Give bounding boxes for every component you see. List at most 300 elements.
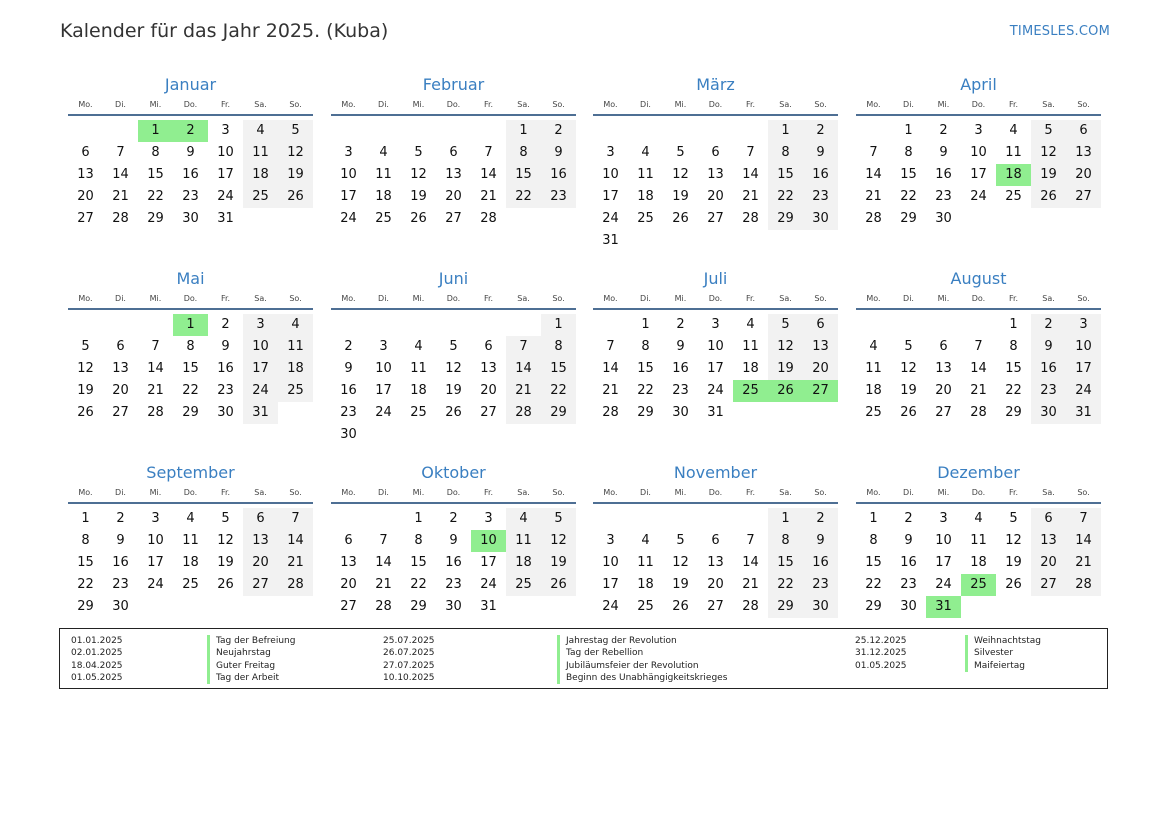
day-cell: 16 — [340, 383, 357, 398]
day-cell: 15 — [506, 164, 541, 186]
week-row — [331, 120, 576, 142]
day-empty — [593, 508, 628, 530]
day-cell: 18 — [637, 189, 654, 204]
month-name: August — [950, 269, 1007, 288]
weekday-label: Fr. — [745, 100, 756, 109]
day-cell: 17 — [935, 555, 952, 570]
legend-date: 01.01.2025 — [71, 636, 123, 646]
week-row — [68, 120, 313, 142]
weekday-header — [331, 486, 576, 500]
day-cell: 4 — [1009, 123, 1018, 138]
day-empty — [733, 508, 768, 530]
day-cell: 27 — [445, 211, 462, 226]
day-empty — [996, 208, 1031, 230]
day-cell: 8 — [81, 533, 90, 548]
weekday-label: Di. — [378, 294, 389, 303]
week-row — [331, 596, 576, 618]
day-cell: 28 — [742, 211, 759, 226]
weekday-label: Di. — [903, 488, 914, 497]
day-cell: 10 — [1066, 336, 1101, 358]
day-empty — [891, 314, 926, 336]
header-rule — [68, 114, 313, 116]
day-cell: 11 — [742, 339, 759, 354]
day-cell: 29 — [900, 211, 917, 226]
day-cell: 10 — [340, 167, 357, 182]
week-row — [68, 142, 313, 164]
day-empty — [926, 314, 961, 336]
day-cell: 7 — [746, 533, 755, 548]
day-cell: 3 — [151, 511, 160, 526]
legend-date-column — [855, 635, 907, 672]
day-cell: 23 — [217, 383, 234, 398]
weekday-label: Fr. — [220, 100, 231, 109]
day-cell: 26 — [410, 211, 427, 226]
day-cell: 5 — [904, 339, 913, 354]
day-cell: 12 — [900, 361, 917, 376]
weekday-label: Do. — [183, 488, 198, 497]
day-cell: 18 — [278, 358, 313, 380]
day-cell: 18 — [865, 383, 882, 398]
day-cell: 18 — [182, 555, 199, 570]
day-cell: 1 — [506, 120, 541, 142]
week-row — [593, 380, 838, 402]
day-cell: 19 — [410, 189, 427, 204]
week-row — [856, 402, 1101, 424]
day-cell: 16 — [1031, 358, 1066, 380]
day-cell: 4 — [278, 314, 313, 336]
day-cell: 2 — [344, 339, 353, 354]
day-cell: 25 — [506, 574, 541, 596]
weekday-label: Do. — [446, 488, 461, 497]
day-cell: 11 — [182, 533, 199, 548]
day-cell: 10 — [935, 533, 952, 548]
legend-holiday-name: Guter Freitag — [207, 660, 295, 672]
day-cell: 28 — [112, 211, 129, 226]
day-cell: 20 — [707, 189, 724, 204]
weekday-label: Di. — [640, 294, 651, 303]
day-cell: 8 — [869, 533, 878, 548]
month-block — [68, 266, 313, 424]
day-cell: 13 — [1066, 142, 1101, 164]
day-cell: 23 — [672, 383, 689, 398]
legend-date-column — [383, 635, 435, 684]
day-cell: 15 — [1005, 361, 1022, 376]
day-empty — [401, 424, 436, 446]
day-cell: 10 — [970, 145, 987, 160]
day-cell: 16 — [112, 555, 129, 570]
day-cell: 27 — [112, 405, 129, 420]
week-row — [68, 508, 313, 530]
header-rule — [68, 502, 313, 504]
weekday-header — [856, 292, 1101, 306]
day-cell: 28 — [506, 402, 541, 424]
day-cell: 3 — [484, 511, 493, 526]
day-cell: 20 — [480, 383, 497, 398]
day-cell: 4 — [746, 317, 755, 332]
header-rule — [856, 114, 1101, 116]
day-cell: 22 — [768, 574, 803, 596]
day-empty — [961, 208, 996, 230]
day-cell: 16 — [217, 361, 234, 376]
day-cell: 28 — [742, 599, 759, 614]
week-row — [331, 574, 576, 596]
day-empty — [208, 596, 243, 618]
weekday-header — [68, 486, 313, 500]
day-cell: 18 — [410, 383, 427, 398]
month-name: November — [673, 463, 758, 482]
day-empty — [331, 120, 366, 142]
legend-date-column — [71, 635, 123, 684]
weekday-label: So. — [1077, 294, 1090, 303]
day-cell: 24 — [243, 380, 278, 402]
legend-holiday-name: Silvester — [965, 647, 1041, 659]
day-empty — [243, 596, 278, 618]
day-cell: 26 — [900, 405, 917, 420]
day-empty — [471, 424, 506, 446]
day-cell: 23 — [182, 189, 199, 204]
day-cell: 8 — [1009, 339, 1018, 354]
day-empty — [593, 120, 628, 142]
day-cell: 31 — [243, 402, 278, 424]
day-cell: 25 — [865, 405, 882, 420]
day-cell: 6 — [711, 533, 720, 548]
day-cell: 21 — [602, 383, 619, 398]
day-cell: 19 — [900, 383, 917, 398]
day-empty — [173, 596, 208, 618]
weekday-label: Fr. — [220, 294, 231, 303]
legend-holiday-name: Tag der Rebellion — [557, 647, 727, 659]
legend-holiday-name: Tag der Arbeit — [207, 672, 295, 684]
day-cell: 19 — [768, 358, 803, 380]
legend-date: 01.05.2025 — [71, 672, 123, 683]
day-cell: 28 — [480, 211, 497, 226]
week-row — [856, 574, 1101, 596]
legend-date: 26.07.2025 — [383, 648, 435, 659]
holiday-day-cell: 10 — [471, 530, 506, 552]
header-rule — [331, 114, 576, 116]
day-cell: 16 — [803, 164, 838, 186]
day-cell: 1 — [904, 123, 913, 138]
weekday-label: So. — [289, 294, 302, 303]
day-cell: 23 — [935, 189, 952, 204]
day-cell: 31 — [480, 599, 497, 614]
weekday-label: So. — [814, 100, 827, 109]
day-cell: 6 — [243, 508, 278, 530]
day-cell: 22 — [506, 186, 541, 208]
day-cell: 27 — [935, 405, 952, 420]
weekday-label: Di. — [115, 100, 126, 109]
day-empty — [996, 596, 1031, 618]
day-empty — [436, 120, 471, 142]
weekday-label: Fr. — [745, 294, 756, 303]
day-empty — [278, 596, 313, 618]
day-cell: 25 — [243, 186, 278, 208]
day-cell: 24 — [375, 405, 392, 420]
day-cell: 3 — [1066, 314, 1101, 336]
day-cell: 8 — [506, 142, 541, 164]
day-cell: 24 — [1066, 380, 1101, 402]
day-cell: 7 — [484, 145, 493, 160]
day-cell: 18 — [243, 164, 278, 186]
day-cell: 5 — [1031, 120, 1066, 142]
day-cell: 30 — [445, 599, 462, 614]
weekday-label: Mi. — [149, 294, 162, 303]
weekday-label: Mo. — [866, 488, 881, 497]
month-block — [331, 72, 576, 230]
day-cell: 17 — [375, 383, 392, 398]
day-empty — [856, 314, 891, 336]
day-cell: 9 — [803, 530, 838, 552]
day-cell: 15 — [410, 555, 427, 570]
header-rule — [856, 502, 1101, 504]
legend-holiday-name: Jubiläumsfeier der Revolution — [557, 660, 727, 672]
day-cell: 12 — [445, 361, 462, 376]
week-row — [331, 530, 576, 552]
weekday-label: Mi. — [674, 100, 687, 109]
day-empty — [663, 120, 698, 142]
day-empty — [331, 508, 366, 530]
month-block — [68, 72, 313, 230]
day-cell: 18 — [506, 552, 541, 574]
day-cell: 14 — [742, 555, 759, 570]
day-cell: 16 — [900, 555, 917, 570]
day-empty — [401, 120, 436, 142]
day-cell: 16 — [672, 361, 689, 376]
weekday-label: Do. — [971, 100, 986, 109]
day-cell: 4 — [641, 533, 650, 548]
day-empty — [243, 208, 278, 230]
day-cell: 4 — [414, 339, 423, 354]
day-cell: 14 — [602, 361, 619, 376]
day-cell: 17 — [217, 167, 234, 182]
day-cell: 27 — [243, 574, 278, 596]
month-name: Juli — [703, 269, 728, 288]
header-rule — [331, 308, 576, 310]
day-cell: 8 — [414, 533, 423, 548]
day-empty — [961, 596, 996, 618]
month-block — [593, 266, 838, 424]
day-cell: 10 — [375, 361, 392, 376]
day-cell: 10 — [602, 555, 619, 570]
day-empty — [331, 314, 366, 336]
week-row — [593, 186, 838, 208]
day-cell: 11 — [637, 555, 654, 570]
day-cell: 30 — [217, 405, 234, 420]
day-cell: 28 — [602, 405, 619, 420]
weekday-header — [331, 292, 576, 306]
legend-name-column — [965, 635, 1041, 672]
weekday-label: So. — [289, 488, 302, 497]
day-cell: 17 — [1066, 358, 1101, 380]
day-cell: 18 — [970, 555, 987, 570]
day-cell: 15 — [147, 167, 164, 182]
day-cell: 6 — [81, 145, 90, 160]
day-cell: 6 — [116, 339, 125, 354]
day-cell: 24 — [480, 577, 497, 592]
week-row — [331, 358, 576, 380]
week-row — [68, 530, 313, 552]
day-empty — [856, 120, 891, 142]
legend-name-column — [557, 635, 727, 684]
week-row — [331, 314, 576, 336]
day-cell: 21 — [375, 577, 392, 592]
weekday-header — [68, 98, 313, 112]
legend-holiday-name: Weihnachtstag — [965, 635, 1041, 647]
day-cell: 27 — [1066, 186, 1101, 208]
week-row — [856, 314, 1101, 336]
day-cell: 5 — [81, 339, 90, 354]
day-cell: 25 — [410, 405, 427, 420]
weekday-label: Do. — [708, 488, 723, 497]
day-cell: 7 — [379, 533, 388, 548]
day-cell: 13 — [707, 555, 724, 570]
weekday-label: Di. — [903, 294, 914, 303]
site-link[interactable]: TIMESLES.COM — [1009, 24, 1110, 39]
day-cell: 26 — [445, 405, 462, 420]
day-cell: 8 — [904, 145, 913, 160]
day-empty — [278, 208, 313, 230]
day-cell: 3 — [939, 511, 948, 526]
day-cell: 15 — [541, 358, 576, 380]
day-cell: 17 — [147, 555, 164, 570]
holiday-day-cell: 1 — [138, 120, 173, 142]
day-empty — [541, 596, 576, 618]
week-row — [856, 596, 1101, 618]
day-cell: 4 — [506, 508, 541, 530]
week-row — [331, 552, 576, 574]
weekday-label: Sa. — [779, 100, 792, 109]
day-cell: 1 — [1009, 317, 1018, 332]
day-cell: 15 — [865, 555, 882, 570]
day-cell: 22 — [865, 577, 882, 592]
day-cell: 13 — [1031, 530, 1066, 552]
day-cell: 27 — [1031, 574, 1066, 596]
week-row — [856, 358, 1101, 380]
day-cell: 28 — [147, 405, 164, 420]
week-row — [68, 314, 313, 336]
day-cell: 5 — [676, 533, 685, 548]
day-cell: 14 — [278, 530, 313, 552]
day-empty — [506, 208, 541, 230]
day-cell: 11 — [506, 530, 541, 552]
day-cell: 12 — [672, 555, 689, 570]
day-cell: 26 — [541, 574, 576, 596]
day-cell: 6 — [1031, 508, 1066, 530]
weekday-label: Sa. — [1042, 100, 1055, 109]
weekday-label: Mi. — [412, 488, 425, 497]
day-empty — [436, 314, 471, 336]
day-cell: 23 — [445, 577, 462, 592]
weekday-label: Mo. — [603, 100, 618, 109]
weekday-label: Di. — [115, 294, 126, 303]
week-row — [593, 164, 838, 186]
legend-date: 02.01.2025 — [71, 648, 123, 659]
day-cell: 5 — [278, 120, 313, 142]
week-row — [68, 164, 313, 186]
week-row — [68, 186, 313, 208]
month-block — [593, 460, 838, 618]
week-row — [68, 552, 313, 574]
day-cell: 17 — [707, 361, 724, 376]
day-cell: 18 — [375, 189, 392, 204]
legend-date: 18.04.2025 — [71, 660, 123, 671]
week-row — [593, 596, 838, 618]
day-cell: 1 — [768, 120, 803, 142]
day-cell: 29 — [147, 211, 164, 226]
day-cell: 21 — [278, 552, 313, 574]
day-cell: 30 — [935, 211, 952, 226]
weekday-label: Sa. — [254, 294, 267, 303]
day-cell: 14 — [1066, 530, 1101, 552]
day-cell: 19 — [672, 189, 689, 204]
day-cell: 12 — [541, 530, 576, 552]
day-cell: 24 — [970, 189, 987, 204]
day-empty — [1066, 208, 1101, 230]
holiday-day-cell: 25 — [733, 380, 768, 402]
day-cell: 2 — [939, 123, 948, 138]
day-empty — [471, 314, 506, 336]
day-cell: 4 — [243, 120, 278, 142]
week-row — [68, 208, 313, 230]
weekday-label: So. — [289, 100, 302, 109]
weekday-header — [68, 292, 313, 306]
day-cell: 29 — [541, 402, 576, 424]
day-cell: 13 — [803, 336, 838, 358]
weekday-label: Mi. — [937, 488, 950, 497]
day-empty — [768, 230, 803, 252]
legend-holiday-name: Maifeiertag — [965, 660, 1041, 672]
day-cell: 1 — [541, 314, 576, 336]
day-empty — [1031, 208, 1066, 230]
day-cell: 15 — [768, 552, 803, 574]
day-empty — [698, 508, 733, 530]
holiday-legend — [59, 628, 1108, 689]
day-cell: 2 — [541, 120, 576, 142]
weekday-label: Mo. — [78, 100, 93, 109]
day-empty — [663, 508, 698, 530]
day-cell: 29 — [1005, 405, 1022, 420]
weekday-header — [856, 486, 1101, 500]
day-cell: 11 — [410, 361, 427, 376]
day-cell: 23 — [803, 574, 838, 596]
day-cell: 9 — [344, 361, 353, 376]
day-cell: 23 — [541, 186, 576, 208]
week-row — [856, 186, 1101, 208]
day-cell: 27 — [77, 211, 94, 226]
day-cell: 8 — [768, 530, 803, 552]
day-cell: 4 — [869, 339, 878, 354]
week-row — [856, 508, 1101, 530]
holiday-day-cell: 26 — [768, 380, 803, 402]
weekday-header — [856, 98, 1101, 112]
day-cell: 8 — [186, 339, 195, 354]
day-cell: 23 — [112, 577, 129, 592]
day-cell: 17 — [602, 577, 619, 592]
day-cell: 9 — [1031, 336, 1066, 358]
day-cell: 28 — [1066, 574, 1101, 596]
day-cell: 25 — [182, 577, 199, 592]
day-cell: 10 — [243, 336, 278, 358]
day-cell: 14 — [970, 361, 987, 376]
day-cell: 26 — [672, 599, 689, 614]
week-row — [331, 508, 576, 530]
weekday-label: Mo. — [341, 488, 356, 497]
week-row — [331, 208, 576, 230]
day-empty — [733, 230, 768, 252]
day-cell: 11 — [375, 167, 392, 182]
day-cell: 26 — [217, 577, 234, 592]
month-name: April — [960, 75, 997, 94]
